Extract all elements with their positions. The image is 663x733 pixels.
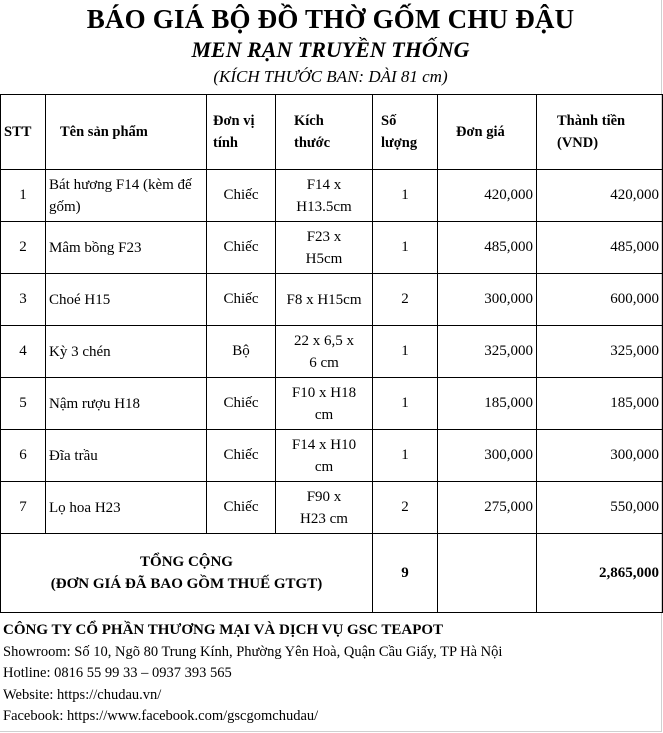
cell-unit-price: 420,000 [438, 170, 537, 222]
cell-line-total: 420,000 [537, 170, 663, 222]
facebook-link[interactable]: Facebook: https://www.facebook.com/gscgomchudau/ [3, 708, 319, 724]
table-row [1, 378, 663, 430]
cell-unit: Chiếc [207, 482, 276, 534]
total-row [1, 534, 663, 613]
cell-stt: 5 [1, 378, 46, 430]
cell-size: F23 x H5cm [276, 222, 373, 274]
table-row [1, 482, 663, 534]
cell-stt: 2 [1, 222, 46, 274]
cell-quantity: 1 [373, 430, 438, 482]
cell-line-total: 550,000 [537, 482, 663, 534]
cell-quantity: 1 [373, 170, 438, 222]
cell-quantity: 1 [373, 222, 438, 274]
cell-line-total: 185,000 [537, 378, 663, 430]
cell-stt: 3 [1, 274, 46, 326]
cell-size: F14 x H13.5cm [276, 170, 373, 222]
cell-size: F14 x H10 cm [276, 430, 373, 482]
size-note: (KÍCH THƯỚC BAN: DÀI 81 cm) [213, 67, 448, 86]
showroom-address: Showroom: Số 10, Ngõ 80 Trung Kính, Phường Yên Hoà, Quận Cầu Giấy, TP Hà Nội [3, 643, 503, 660]
hotline: Hotline: 0816 55 99 33 – 0937 393 565 [3, 665, 232, 681]
table-row [1, 222, 663, 274]
cell-product-name: Đĩa trầu [46, 430, 207, 482]
cell-unit: Bộ [207, 326, 276, 378]
cell-quantity: 1 [373, 378, 438, 430]
company-footer [3, 620, 658, 728]
cell-unit-price: 275,000 [438, 482, 537, 534]
header-unit: Đơn vị tính [207, 95, 276, 170]
table-row [1, 274, 663, 326]
cell-unit: Chiếc [207, 430, 276, 482]
cell-unit: Chiếc [207, 222, 276, 274]
cell-unit-price: 185,000 [438, 378, 537, 430]
cell-line-total: 300,000 [537, 430, 663, 482]
cell-unit: Chiếc [207, 170, 276, 222]
header-line-total: Thành tiền (VND) [537, 95, 663, 170]
cell-stt: 1 [1, 170, 46, 222]
total-label: TỔNG CỘNG (ĐƠN GIÁ ĐÃ BAO GỒM THUẾ GTGT) [1, 534, 373, 613]
subtitle: MEN RẠN TRUYỀN THỐNG [191, 37, 470, 62]
table-header-row [1, 95, 663, 170]
cell-size: F10 x H18 cm [276, 378, 373, 430]
cell-line-total: 600,000 [537, 274, 663, 326]
grand-total: 2,865,000 [537, 534, 663, 613]
cell-line-total: 325,000 [537, 326, 663, 378]
price-table [0, 94, 663, 613]
total-quantity: 9 [373, 534, 438, 613]
cell-unit: Chiếc [207, 378, 276, 430]
cell-stt: 4 [1, 326, 46, 378]
table-row [1, 326, 663, 378]
header-size: Kích thước [276, 95, 373, 170]
cell-size: F90 x H23 cm [276, 482, 373, 534]
cell-product-name: Choé H15 [46, 274, 207, 326]
cell-line-total: 485,000 [537, 222, 663, 274]
cell-product-name: Lọ hoa H23 [46, 482, 207, 534]
title-block [0, 0, 661, 94]
cell-size: 22 x 6,5 x 6 cm [276, 326, 373, 378]
cell-unit-price: 300,000 [438, 274, 537, 326]
cell-unit-price: 485,000 [438, 222, 537, 274]
cell-product-name: Mâm bồng F23 [46, 222, 207, 274]
header-stt: STT [1, 95, 46, 170]
website-link[interactable]: Website: https://chudau.vn/ [3, 686, 162, 703]
cell-stt: 7 [1, 482, 46, 534]
cell-product-name: Kỳ 3 chén [46, 326, 207, 378]
header-quantity: Số lượng [373, 95, 438, 170]
total-empty-cell [438, 534, 537, 613]
cell-unit: Chiếc [207, 274, 276, 326]
header-unit-price: Đơn giá [438, 95, 537, 170]
cell-quantity: 1 [373, 326, 438, 378]
table-row [1, 170, 663, 222]
cell-quantity: 2 [373, 274, 438, 326]
cell-size: F8 x H15cm [276, 274, 373, 326]
cell-quantity: 2 [373, 482, 438, 534]
company-name: CÔNG TY CỔ PHẦN THƯƠNG MẠI VÀ DỊCH VỤ GSC TEAPOT [3, 622, 444, 638]
cell-stt: 6 [1, 430, 46, 482]
cell-unit-price: 300,000 [438, 430, 537, 482]
cell-product-name: Bát hương F14 (kèm đế gốm) [46, 170, 207, 222]
main-title: BÁO GIÁ BỘ ĐỒ THỜ GỐM CHU ĐẬU [86, 4, 575, 34]
table-row [1, 430, 663, 482]
header-product-name: Tên sản phẩm [46, 95, 207, 170]
cell-product-name: Nậm rượu H18 [46, 378, 207, 430]
cell-unit-price: 325,000 [438, 326, 537, 378]
